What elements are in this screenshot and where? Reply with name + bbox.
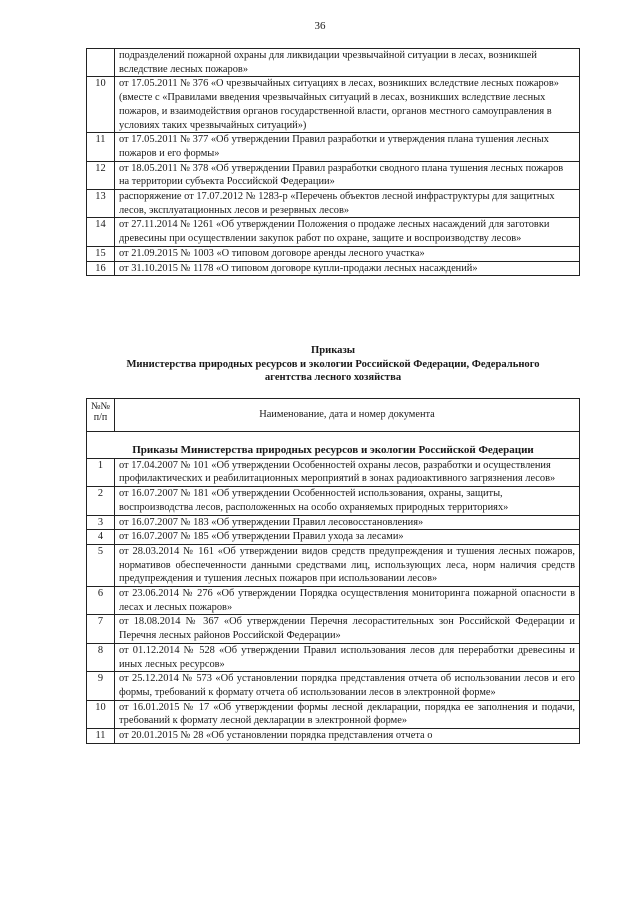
document-text: от 01.12.2014 № 528 «Об утверждении Правил использования лесов для переработки древесины и иных лесных ресурсов» (115, 643, 580, 671)
row-number: 5 (87, 544, 115, 586)
page-number: 36 (314, 20, 326, 32)
header-document-name: Наименование, дата и номер документа (115, 399, 580, 432)
table-header-row (87, 399, 580, 432)
table-row (87, 643, 580, 671)
row-number: 10 (87, 700, 115, 728)
row-number: 8 (87, 643, 115, 671)
header-number: №№ п/п (87, 399, 115, 432)
document-text: от 25.12.2014 № 573 «Об установлении порядка представления отчета об использовании лесов и его формы, требований к формату отчета об использовании лесов в электронной форме» (115, 672, 580, 700)
document-text: от 17.05.2011 № 376 «О чрезвычайных ситуациях в лесах, возникших вследствие лесных пожаров» (вместе с «Правилами введения чрезвычайных ситуаций в лесах, возникших вследствие лесных пожаров, и взаимодействия органов государственной власти, органов местного самоуправления в условиях таких чрезвычайных ситуаций») (115, 77, 580, 133)
table-row (87, 587, 580, 615)
table-row (87, 515, 580, 530)
row-number: 7 (87, 615, 115, 643)
document-text: от 31.10.2015 № 1178 «О типовом договоре купли-продажи лесных насаждений» (115, 261, 580, 276)
row-number: 9 (87, 672, 115, 700)
ministry-orders-table (86, 398, 580, 744)
table-row (87, 190, 580, 218)
row-number: 11 (87, 729, 115, 744)
table-row (87, 487, 580, 515)
document-text: подразделений пожарной охраны для ликвидации чрезвычайной ситуации в лесах, возникшей вследствие лесных пожаров» (115, 49, 580, 77)
document-text: от 16.07.2007 № 183 «Об утверждении Правил лесовосстановления» (115, 515, 580, 530)
table-row (87, 49, 580, 77)
table-row (87, 544, 580, 586)
row-number: 4 (87, 530, 115, 545)
section-title (86, 344, 580, 385)
document-text: от 27.11.2014 № 1261 «Об утверждении Положения о продаже лесных насаждений для заготовки древесины при осуществлении закупок работ по охране, защите и воспроизводству лесов» (115, 218, 580, 246)
document-text: от 20.01.2015 № 28 «Об установлении порядка представления отчета о (115, 729, 580, 744)
document-text: от 16.01.2015 № 17 «Об утверждении формы лесной декларации, порядка ее заполнения и подачи, требований к формату лесной декларации в электронной форме» (115, 700, 580, 728)
document-text: от 18.05.2011 № 378 «Об утверждении Правил разработки сводного плана тушения лесных пожаров на территории субъекта Российской Федерации» (115, 161, 580, 189)
table-row (87, 133, 580, 161)
table-subheading-row (87, 432, 580, 459)
table-row (87, 672, 580, 700)
row-number: 2 (87, 487, 115, 515)
document-text: от 16.07.2007 № 185 «Об утверждении Правил ухода за лесами» (115, 530, 580, 545)
document-text: распоряжение от 17.07.2012 № 1283-р «Перечень объектов лесной инфраструктуры для защитных лесов, эксплуатационных лесов и резервных лесов» (115, 190, 580, 218)
section-title-line-3: агентства лесного хозяйства (264, 372, 402, 383)
row-number: 3 (87, 515, 115, 530)
table-row (87, 458, 580, 486)
section-title-line-2: Министерства природных ресурсов и экологии Российской Федерации, Федерального (126, 358, 540, 370)
table-row (87, 77, 580, 133)
row-number: 12 (87, 161, 115, 189)
table-row (87, 700, 580, 728)
row-number: 11 (87, 133, 115, 161)
row-number (87, 49, 115, 77)
section-title-line-1: Приказы (310, 345, 355, 356)
government-decrees-table (86, 48, 580, 276)
row-number: 13 (87, 190, 115, 218)
document-text: от 28.03.2014 № 161 «Об утверждении видов средств предупреждения и тушения лесных пожаров, нормативов обеспеченности данными средствами лиц, использующих леса, норм наличия средств предупреждения и тушения лесных пожаров при использовании лесов» (115, 544, 580, 586)
row-number: 6 (87, 587, 115, 615)
document-text: от 16.07.2007 № 181 «Об утверждении Особенностей использования, охраны, защиты, воспроизводства лесов, расположенных на особо охраняемых природных территориях» (115, 487, 580, 515)
row-number: 10 (87, 77, 115, 133)
table-row (87, 161, 580, 189)
table-row (87, 530, 580, 545)
document-text: от 17.05.2011 № 377 «Об утверждении Правил разработки и утверждения плана тушения лесных пожаров и его формы» (115, 133, 580, 161)
document-text: от 18.08.2014 № 367 «Об утверждении Перечня лесорастительных зон Российской Федерации и Перечня лесных районов Российской Федерации» (115, 615, 580, 643)
table-row (87, 246, 580, 261)
document-text: от 21.09.2015 № 1003 «О типовом договоре аренды лесного участка» (115, 246, 580, 261)
table-subheading: Приказы Министерства природных ресурсов и экологии Российской Федерации (87, 432, 580, 459)
table-row (87, 729, 580, 744)
document-text: от 23.06.2014 № 276 «Об утверждении Порядка осуществления мониторинга пожарной опасности в лесах и лесных пожаров» (115, 587, 580, 615)
row-number: 1 (87, 458, 115, 486)
table-row (87, 261, 580, 276)
document-text: от 17.04.2007 № 101 «Об утверждении Особенностей охраны лесов, разработки и осуществления профилактических и реабилитационных мероприятий в зонах радиоактивного загрязнения лесов» (115, 458, 580, 486)
row-number: 14 (87, 218, 115, 246)
row-number: 15 (87, 246, 115, 261)
row-number: 16 (87, 261, 115, 276)
table-row (87, 218, 580, 246)
table-row (87, 615, 580, 643)
